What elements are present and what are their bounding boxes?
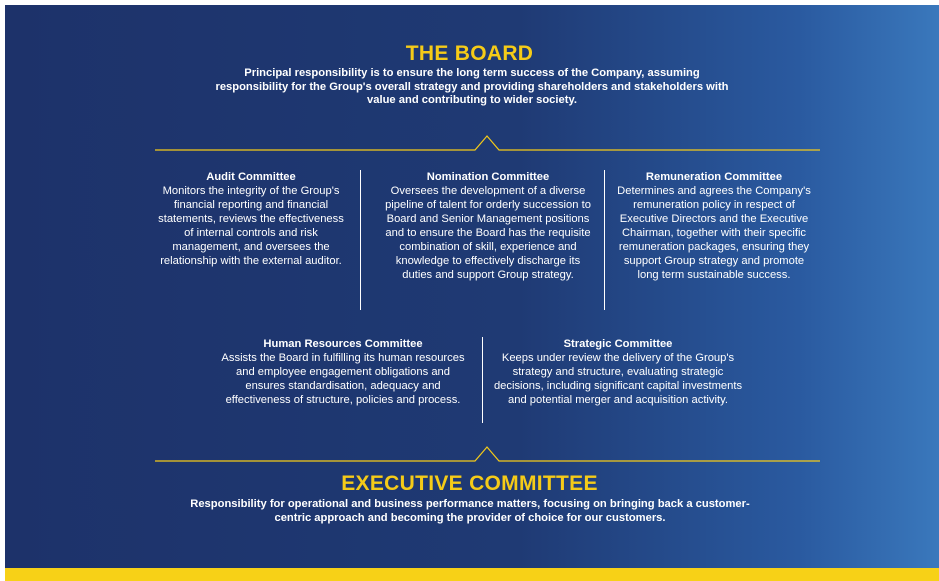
committee-name: Strategic Committee [563,338,673,350]
committee-description: Determines and agrees the Company's remuneration policy in respect of Executive Directors and the Executive Chairman, together with their specific remuneration packages, ensuring they support Group strategy and promote long term sustainable success. [617,185,811,281]
committee-name: Nomination Committee [426,171,550,183]
executive-committee-title: EXECUTIVE COMMITTEE [341,472,598,495]
executive-connector-line [155,447,820,461]
committee-name: Audit Committee [206,171,296,183]
column-divider [360,170,361,310]
executive-committee-description: Responsibility for operational and business performance matters, focusing on bringing back a customer-centric approach and becoming the provider of choice for our customers. [190,498,750,524]
remuneration-committee [613,170,815,282]
audit-committee [153,170,349,268]
committee-name: Remuneration Committee [645,171,783,183]
strategic-committee [493,337,743,407]
committee-description: Oversees the development of a diverse pipeline of talent for orderly succession to Board and Senior Management positions and to ensure the Board has the requisite combination of skill, experience and knowledge to effectively discharge its duties and support Group strategy. [385,185,591,281]
human-resources-committee [218,337,468,407]
nomination-committee [383,170,593,282]
board-description: Principal responsibility is to ensure the long term success of the Company, assuming responsibility for the Group's overall strategy and providing shareholders and stakeholders with value and contributing to wider society. [215,67,729,106]
committee-name: Human Resources Committee [263,338,423,350]
board-title: THE BOARD [405,42,534,65]
column-divider [482,337,483,423]
committee-description: Assists the Board in fulfilling its human resources and employee engagement obligations and ensures standardisation, adequacy and effectiveness of structure, policies and process. [221,352,465,406]
board-connector-line [155,136,820,150]
bottom-accent-bar [5,568,939,581]
committee-description: Monitors the integrity of the Group's financial reporting and financial statements, reviews the effectiveness of internal controls and risk management, and oversees the relationship with the external auditor. [158,185,344,267]
column-divider [604,170,605,310]
committee-description: Keeps under review the delivery of the Group's strategy and structure, evaluating strategic decisions, including significant capital investments and potential merger and acquisition activity. [493,352,743,406]
